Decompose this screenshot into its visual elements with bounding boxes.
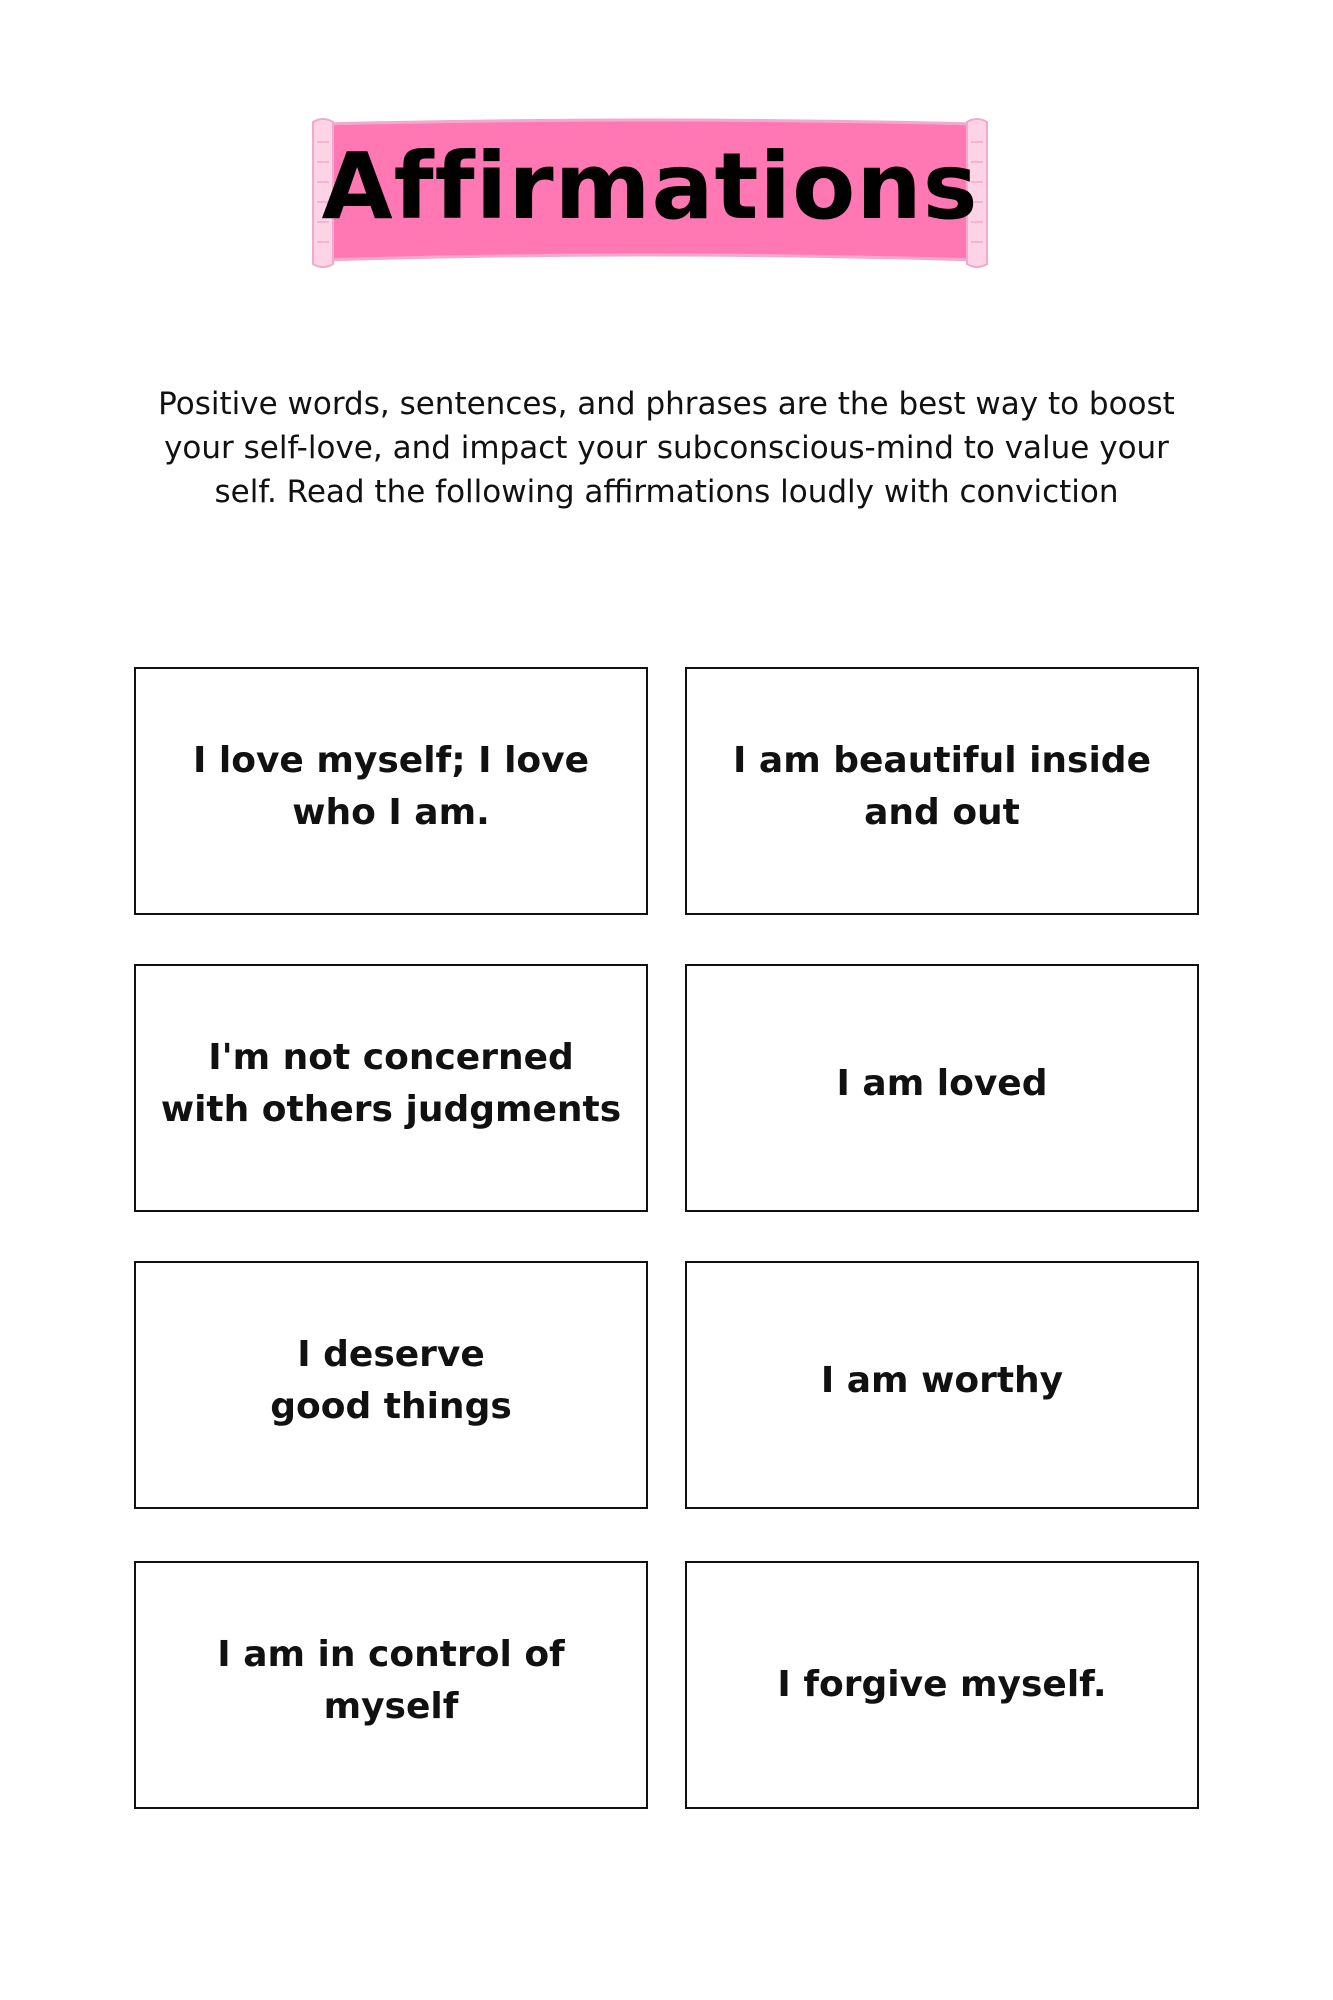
affirmation-text: I love myself; I love who I am. [192,740,590,833]
intro-paragraph: Positive words, sentences, and phrases are the best way to boost your self-love, and impact your subconscious-mind to value your self. Read the following affirmations loudly with conviction [158,386,1175,510]
affirmation-text: I am in control of myself [217,1634,565,1727]
affirmation-text: I'm not concerned with others judgments [160,1037,622,1130]
affirmation-text: I forgive myself. [777,1664,1107,1705]
affirmation-card [134,1261,648,1509]
affirmation-card [685,964,1199,1212]
affirmation-text: I am beautiful inside and out [732,740,1151,833]
affirmation-card [685,1561,1199,1809]
title-banner [305,112,995,272]
affirmation-card [134,1561,648,1809]
affirmation-card [685,667,1199,915]
affirmation-card [134,667,648,915]
page-title: Affirmations [321,133,979,240]
affirmation-text: I am loved [836,1063,1048,1104]
affirmation-card [685,1261,1199,1509]
affirmation-text: I deserve good things [270,1334,512,1427]
affirmation-card [134,964,648,1212]
affirmation-text: I am worthy [820,1360,1064,1401]
